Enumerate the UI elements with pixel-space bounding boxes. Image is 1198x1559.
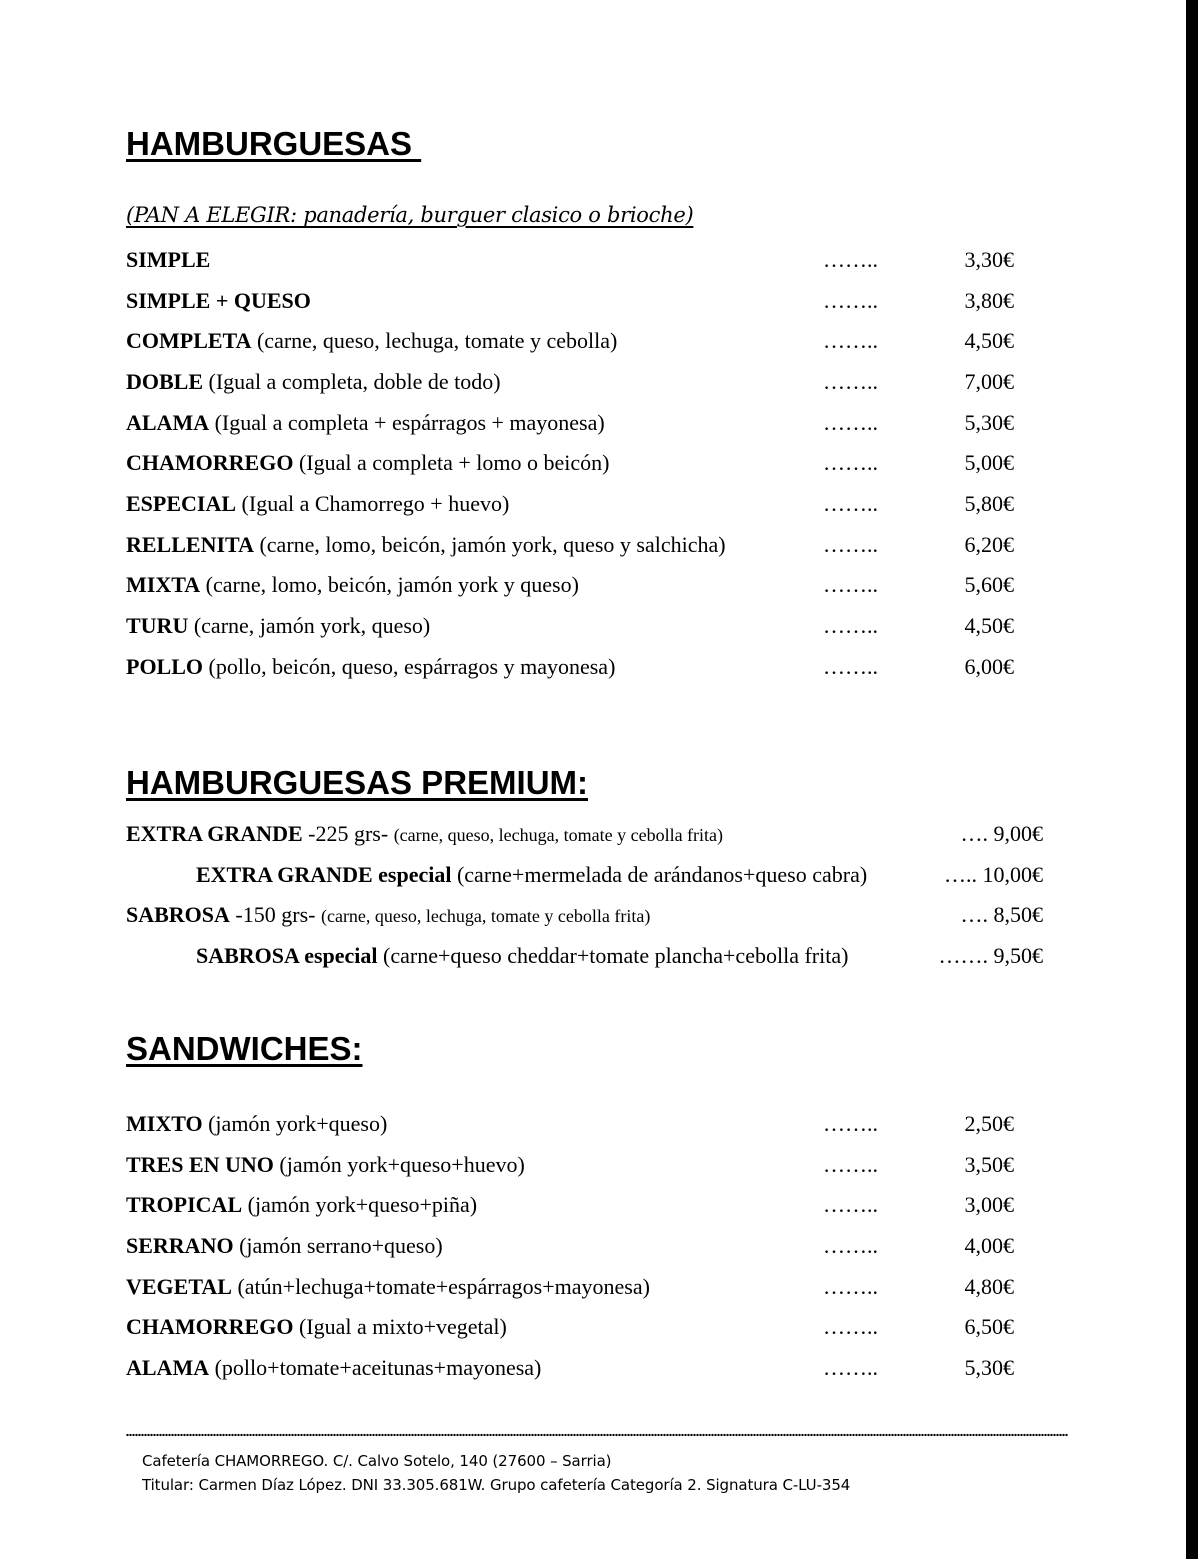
item-price: 6,00€ — [964, 654, 1014, 679]
item-dots: …….. — [823, 1233, 878, 1258]
item-desc: (jamón york+queso) — [202, 1111, 388, 1136]
menu-item — [126, 1231, 1026, 1261]
item-desc: (carne, queso, lechuga, tomate y cebolla frita) — [320, 906, 651, 926]
premium-item — [126, 819, 1043, 849]
footer-legal: Titular: Carmen Díaz López. DNI 33.305.681W. Grupo cafetería Categoría 2. Signatura C-LU-354 — [142, 1476, 851, 1494]
item-desc: (carne+queso cheddar+tomate plancha+cebolla frita) — [377, 943, 849, 968]
item-price: ….. 10,00€ — [944, 862, 1043, 887]
item-name: POLLO — [126, 654, 204, 679]
item-price: 4,50€ — [964, 328, 1014, 353]
bread-choice-note: (PAN A ELEGIR: panadería, burguer clasico o brioche) — [126, 203, 694, 227]
premium-item — [196, 941, 1043, 971]
item-name: SIMPLE — [126, 247, 211, 272]
item-name: SIMPLE + QUESO — [126, 288, 311, 313]
item-name: COMPLETA — [126, 328, 252, 353]
menu-item — [126, 448, 1026, 478]
item-dots: …….. — [823, 288, 878, 313]
item-name: RELLENITA — [126, 532, 254, 557]
item-variant: especial — [372, 862, 452, 887]
section-title-premium: HAMBURGUESAS PREMIUM: — [126, 764, 588, 801]
menu-item — [126, 367, 1026, 397]
item-name: TRES EN UNO — [126, 1152, 274, 1177]
item-dots: …….. — [823, 247, 878, 272]
item-dots: …….. — [823, 613, 878, 638]
item-price: 5,30€ — [964, 410, 1014, 435]
item-dots: …….. — [823, 491, 878, 516]
item-price: 5,30€ — [964, 1355, 1014, 1380]
item-dots: …….. — [823, 1192, 878, 1217]
item-desc: (jamón york+queso+piña) — [242, 1192, 478, 1217]
item-desc: (carne, lomo, beicón, jamón york y queso) — [200, 572, 579, 597]
section-title-sandwiches: SANDWICHES: — [126, 1030, 363, 1067]
item-price: 6,50€ — [964, 1314, 1014, 1339]
item-variant: especial — [298, 943, 378, 968]
item-desc: (carne, queso, lechuga, tomate y cebolla) — [251, 328, 618, 353]
item-desc: (carne+mermelada de arándanos+queso cabra) — [451, 862, 868, 887]
menu-item — [126, 1190, 1026, 1220]
item-desc: (pollo, beicón, queso, espárragos y mayonesa) — [203, 654, 616, 679]
item-dots: …….. — [823, 1152, 878, 1177]
section-title-hamburguesas: HAMBURGUESAS — [126, 125, 422, 162]
item-name: ALAMA — [126, 1355, 210, 1380]
item-name: SABROSA — [196, 943, 299, 968]
item-dots: …….. — [823, 410, 878, 435]
premium-item — [126, 900, 1043, 930]
item-dots: …….. — [823, 572, 878, 597]
menu-item — [126, 286, 1026, 316]
item-dots: …….. — [823, 1355, 878, 1380]
item-name: TURU — [126, 613, 189, 638]
item-desc: (jamón serrano+queso) — [233, 1233, 443, 1258]
item-price: …. 9,00€ — [960, 821, 1043, 846]
menu-item — [126, 1272, 1026, 1302]
menu-item — [126, 1150, 1026, 1180]
item-dots: …….. — [823, 1111, 878, 1136]
item-name: ESPECIAL — [126, 491, 237, 516]
menu-item — [126, 570, 1026, 600]
item-price: 3,30€ — [964, 247, 1014, 272]
footer-address: Cafetería CHAMORREGO. C/. Calvo Sotelo, 140 (27600 – Sarria) — [142, 1452, 612, 1470]
menu-item — [126, 326, 1026, 356]
item-dots: …….. — [823, 450, 878, 475]
menu-item — [126, 611, 1026, 641]
item-desc: (Igual a completa + espárragos + mayonesa) — [209, 410, 605, 435]
item-name: EXTRA GRANDE — [196, 862, 373, 887]
item-dots: …….. — [823, 1274, 878, 1299]
item-desc: (pollo+tomate+aceitunas+mayonesa) — [209, 1355, 542, 1380]
item-dots: …….. — [823, 369, 878, 394]
menu-item — [126, 1312, 1026, 1342]
item-name: EXTRA GRANDE — [126, 821, 303, 846]
menu-item — [126, 489, 1026, 519]
item-dots: …….. — [823, 328, 878, 353]
item-weight: -225 grs- — [302, 821, 394, 846]
item-desc: (carne, queso, lechuga, tomate y cebolla frita) — [393, 825, 724, 845]
footer-divider — [126, 1433, 1068, 1437]
item-price: 4,80€ — [964, 1274, 1014, 1299]
menu-item — [126, 530, 1026, 560]
item-desc: (Igual a completa, doble de todo) — [203, 369, 501, 394]
item-desc: (jamón york+queso+huevo) — [273, 1152, 525, 1177]
menu-item — [126, 1109, 1026, 1139]
item-price: 5,80€ — [964, 491, 1014, 516]
item-weight: -150 grs- — [229, 902, 321, 927]
premium-item — [196, 860, 1043, 890]
item-price: 5,60€ — [964, 572, 1014, 597]
menu-item — [126, 408, 1026, 438]
item-name: MIXTA — [126, 572, 201, 597]
item-desc: (carne, lomo, beicón, jamón york, queso y salchicha) — [253, 532, 726, 557]
item-price: 4,00€ — [964, 1233, 1014, 1258]
item-price: 3,80€ — [964, 288, 1014, 313]
item-name: ALAMA — [126, 410, 210, 435]
item-desc: (carne, jamón york, queso) — [188, 613, 431, 638]
item-name: TROPICAL — [126, 1192, 243, 1217]
item-name: DOBLE — [126, 369, 204, 394]
item-desc: (Igual a mixto+vegetal) — [293, 1314, 507, 1339]
item-price: 3,50€ — [964, 1152, 1014, 1177]
item-price: 3,00€ — [964, 1192, 1014, 1217]
item-dots: …….. — [823, 654, 878, 679]
menu-item — [126, 652, 1026, 682]
item-price: ……. 9,50€ — [938, 943, 1043, 968]
item-dots: …….. — [823, 532, 878, 557]
item-price: 7,00€ — [964, 369, 1014, 394]
item-price: 4,50€ — [964, 613, 1014, 638]
item-price: 2,50€ — [964, 1111, 1014, 1136]
item-desc: (atún+lechuga+tomate+espárragos+mayonesa) — [231, 1274, 650, 1299]
item-desc: (Igual a completa + lomo o beicón) — [293, 450, 610, 475]
item-name: CHAMORREGO — [126, 1314, 294, 1339]
item-name: SABROSA — [126, 902, 230, 927]
menu-item — [126, 1353, 1026, 1383]
item-name: SERRANO — [126, 1233, 234, 1258]
item-desc: (Igual a Chamorrego + huevo) — [236, 491, 510, 516]
item-price: 5,00€ — [964, 450, 1014, 475]
item-price: …. 8,50€ — [960, 902, 1043, 927]
menu-item — [126, 245, 1026, 275]
item-name: MIXTO — [126, 1111, 203, 1136]
item-name: CHAMORREGO — [126, 450, 294, 475]
item-dots: …….. — [823, 1314, 878, 1339]
item-price: 6,20€ — [964, 532, 1014, 557]
item-name: VEGETAL — [126, 1274, 232, 1299]
